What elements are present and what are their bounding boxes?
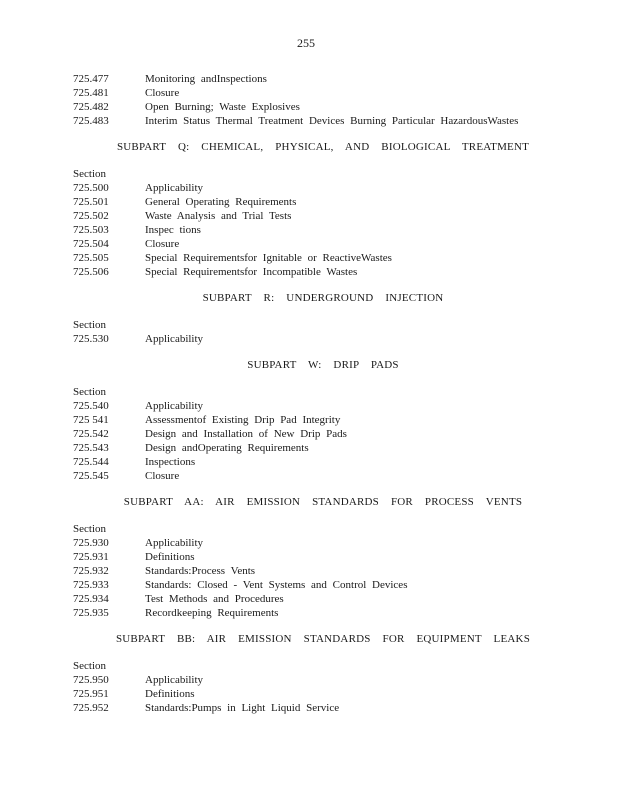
section-label: Section	[73, 386, 106, 398]
section-number: 725.935	[73, 607, 109, 619]
section-number: 725.952	[73, 702, 109, 714]
section-title: Definitions	[145, 551, 195, 563]
toc-row	[73, 592, 573, 606]
intro-section-list	[73, 72, 573, 128]
subpart-bb-list	[73, 659, 573, 715]
toc-row	[73, 550, 573, 564]
toc-row	[73, 332, 573, 346]
toc-row	[73, 399, 573, 413]
section-title: Applicability	[145, 537, 204, 549]
toc-row	[73, 578, 573, 592]
section-number: 725.545	[73, 470, 109, 482]
section-number: 725.542	[73, 428, 109, 440]
toc-row	[73, 195, 573, 209]
toc-row	[73, 441, 573, 455]
section-title: Closure	[145, 470, 180, 482]
section-number: 725.501	[73, 196, 109, 208]
toc-row	[73, 209, 573, 223]
section-title: Standards:Process Vents	[145, 565, 256, 577]
section-number: 725.950	[73, 674, 109, 686]
toc-row	[73, 237, 573, 251]
section-number: 725.540	[73, 400, 109, 412]
section-number: 725.543	[73, 442, 109, 454]
section-title: Applicability	[145, 182, 204, 194]
toc-row	[73, 72, 573, 86]
section-title: Open Burning; Waste Explosives	[145, 101, 300, 113]
section-title: General Operating Requirements	[145, 196, 297, 208]
section-number: 725.505	[73, 252, 109, 264]
section-number: 725.477	[73, 73, 109, 85]
section-label: Section	[73, 168, 106, 180]
section-title: Waste Analysis and Trial Tests	[145, 210, 292, 222]
section-number: 725.506	[73, 266, 109, 278]
section-title: Standards: Closed - Vent Systems and Control Devices	[145, 579, 408, 591]
section-number: 725.483	[73, 115, 109, 127]
section-title: Special Requirementsfor Ignitable or ReactiveWastes	[145, 252, 392, 264]
subpart-heading-bb: SUBPART BB: AIR EMISSION STANDARDS FOR EQUIPMENT LEAKS	[115, 633, 531, 645]
subpart-heading-q: SUBPART Q: CHEMICAL, PHYSICAL, AND BIOLOGICAL TREATMENT	[116, 141, 530, 153]
subpart-aa-list	[73, 522, 573, 620]
section-title: Design andOperating Requirements	[145, 442, 309, 454]
section-number: 725.933	[73, 579, 109, 591]
section-number: 725.544	[73, 456, 109, 468]
section-number: 725.481	[73, 87, 109, 99]
section-title: Definitions	[145, 688, 195, 700]
section-label: Section	[73, 523, 106, 535]
toc-row	[73, 100, 573, 114]
section-title: Interim Status Thermal Treatment Devices Burning Particular HazardousWastes	[145, 115, 519, 127]
section-title: Applicability	[145, 333, 204, 345]
section-number: 725 541	[73, 414, 109, 426]
section-number: 725.503	[73, 224, 109, 236]
toc-row	[73, 86, 573, 100]
section-number: 725.482	[73, 101, 109, 113]
subpart-heading-aa: SUBPART AA: AIR EMISSION STANDARDS FOR PROCESS VENTS	[123, 496, 523, 508]
section-title: Closure	[145, 238, 180, 250]
section-number: 725.504	[73, 238, 109, 250]
section-label: Section	[73, 660, 106, 672]
toc-row	[73, 223, 573, 237]
toc-row	[73, 469, 573, 483]
section-number: 725.500	[73, 182, 109, 194]
toc-row	[73, 114, 573, 128]
toc-row	[73, 564, 573, 578]
section-number: 725.502	[73, 210, 109, 222]
toc-row	[73, 606, 573, 620]
toc-row	[73, 673, 573, 687]
section-title: Standards:Pumps in Light Liquid Service	[145, 702, 340, 714]
section-title: Inspec tions	[145, 224, 201, 236]
toc-row	[73, 265, 573, 279]
section-label: Section	[73, 319, 106, 331]
section-title: Assessmentof Existing Drip Pad Integrity	[145, 414, 341, 426]
section-title: Test Methods and Procedures	[145, 593, 284, 605]
table-of-contents	[73, 72, 573, 715]
page-number: 255	[297, 36, 315, 50]
toc-row	[73, 181, 573, 195]
toc-row	[73, 413, 573, 427]
toc-row	[73, 687, 573, 701]
toc-row	[73, 455, 573, 469]
section-title: Monitoring andInspections	[145, 73, 267, 85]
toc-row	[73, 427, 573, 441]
toc-row	[73, 536, 573, 550]
section-title: Recordkeeping Requirements	[145, 607, 279, 619]
section-title: Inspections	[145, 456, 196, 468]
toc-row	[73, 251, 573, 265]
section-number: 725.951	[73, 688, 109, 700]
section-title: Closure	[145, 87, 180, 99]
section-number: 725.934	[73, 593, 109, 605]
subpart-heading-r: SUBPART R: UNDERGROUND INJECTION	[202, 292, 444, 304]
section-number: 725.931	[73, 551, 109, 563]
section-title: Applicability	[145, 400, 204, 412]
subpart-heading-w: SUBPART W: DRIP PADS	[247, 359, 399, 371]
section-number: 725.530	[73, 333, 109, 345]
subpart-q-list	[73, 167, 573, 279]
section-title: Special Requirementsfor Incompatible Wastes	[145, 266, 358, 278]
subpart-w-list	[73, 385, 573, 483]
section-title: Design and Installation of New Drip Pads	[145, 428, 347, 440]
toc-row	[73, 701, 573, 715]
section-number: 725.930	[73, 537, 109, 549]
section-title: Applicability	[145, 674, 204, 686]
subpart-r-list	[73, 318, 573, 346]
section-number: 725.932	[73, 565, 109, 577]
